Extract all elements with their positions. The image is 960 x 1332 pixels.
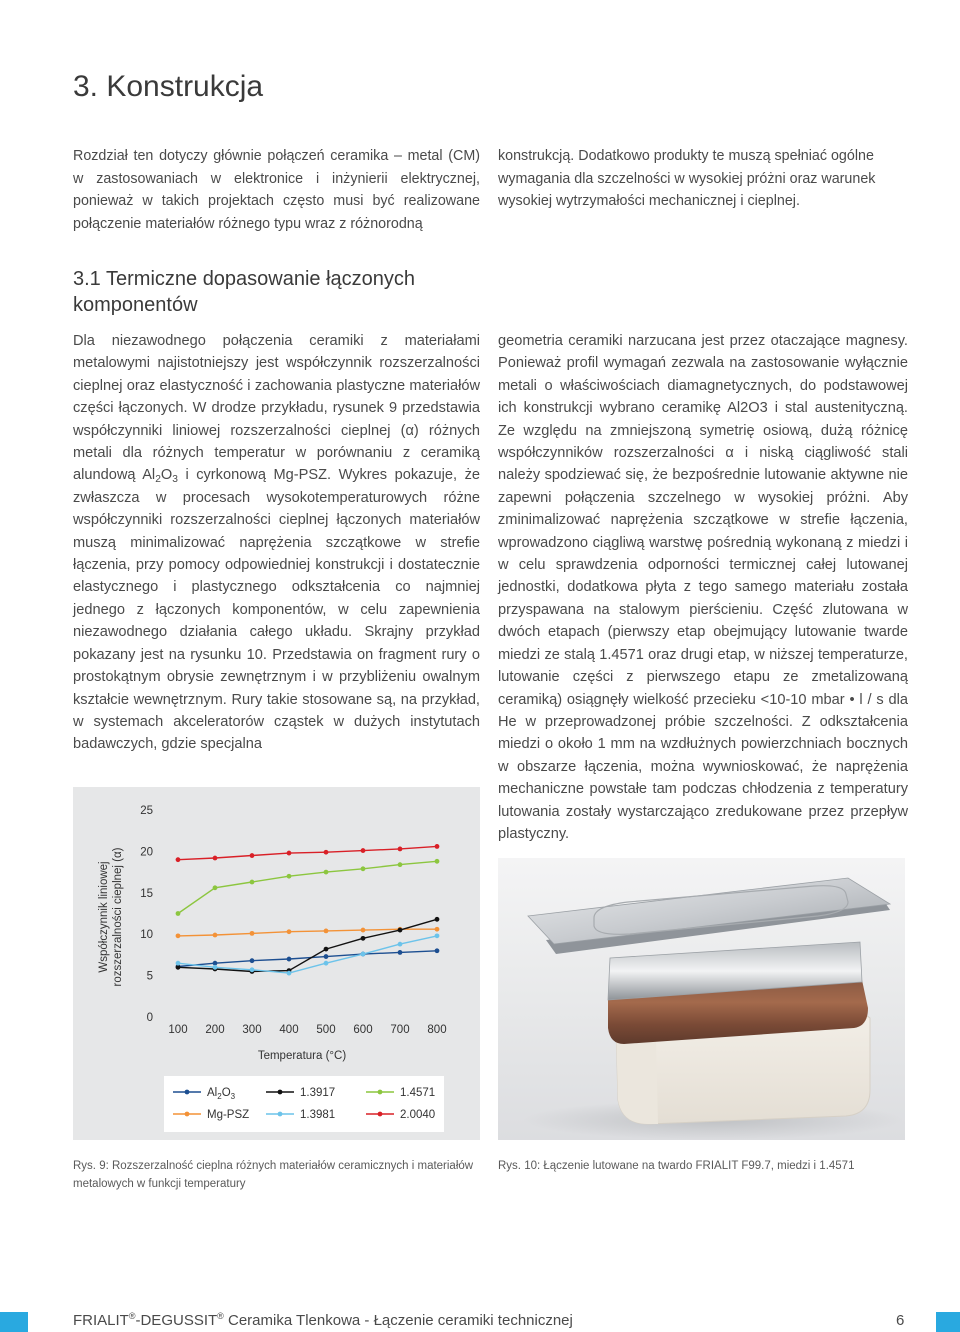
body-left [73, 330, 480, 756]
series-3-point-0 [176, 961, 181, 966]
series-5-point-2 [250, 853, 255, 858]
series-4-point-2 [250, 880, 255, 885]
series-4-point-4 [324, 870, 329, 875]
series-5-point-3 [287, 851, 292, 856]
x-tick-label-600: 600 [353, 1024, 373, 1036]
legend-marker-4 [378, 1090, 383, 1095]
series-3-point-5 [361, 952, 366, 957]
legend-label-mid: O [221, 1087, 231, 1099]
body-left-part1: Dla niezawodnego połączenia ceramiki z materiałami metalowymi najistotniejszy jest współczynnik rozszerzalności cieplnej oraz elastyczność i zachowania plastyczne materiałów części łączonych. W drodze przykładu, rysunek 9 przedstawia współczynniki liniowej rozszerzalności cieplnej (α) różnych metali dla różnych temperatur w porównaniu z ceramiką alundową [73, 333, 480, 484]
series-4-point-7 [435, 859, 440, 864]
footer-subtitle: Ceramika Tlenkowa - Łączenie ceramiki technicznej [223, 1312, 573, 1329]
legend-label-5: 2.0040 [400, 1109, 436, 1121]
x-tick-label-800: 800 [427, 1024, 447, 1036]
footer-brand-degussit: -DEGUSSIT [135, 1312, 218, 1329]
x-tick-label-700: 700 [390, 1024, 410, 1036]
series-5-point-7 [435, 844, 440, 849]
legend-label-2: 1.3917 [300, 1087, 336, 1099]
y-tick-label-25: 25 [140, 805, 153, 817]
legend-label-base: Al [207, 1087, 218, 1099]
x-tick-label-200: 200 [205, 1024, 225, 1036]
y-tick-label-10: 10 [140, 929, 153, 942]
legend-marker-3 [278, 1112, 283, 1117]
legend-marker-1 [185, 1112, 190, 1117]
intro-right [498, 145, 908, 213]
brazed-joint-illustration [498, 858, 905, 1140]
y-tick-label-20: 20 [140, 846, 153, 859]
intro-left-text: Rozdział ten dotyczy głównie połączeń ceramika – metal (CM) w zastosowaniach w elektronice i inżynierii elektrycznej, ponieważ w takich projektach często musi być realizowane połączenie materiałów różnego typu wraz z różnorodną [73, 148, 480, 232]
x-tick-label-300: 300 [242, 1024, 262, 1036]
series-2-point-7 [435, 917, 440, 922]
footer-title [73, 1312, 573, 1329]
body-left-part2: i cyrkonową Mg-PSZ. Wykres pokazuje, że zwłaszcza w procesach wysokotemperaturowych różne współczynniki rozszerzalności cieplnej łączonych materiałów muszą minimalizować naprężenia szczątkowe w strefie łączenia, przy pomocy odpowiedniej konstrukcji i dostatecznie elastycznego i plastycznego odkształcenia co najmniej jednego z łączonych komponentów, w celu zapewnienia niezawodnego działania całego układu. Skrajny przykład pokazany jest na rysunku 10. Przedstawia on fragment rury o prostokątnym obrysie zewnętrznym i w przybliżeniu owalnym kształcie wewnętrznym. Rury takie stosowane są, na przykład, w systemach akceleratorów cząstek w dużych instytutach badawczych, gdzie specjalna [73, 467, 481, 753]
footer-reg-mark-2: ® [217, 1311, 224, 1321]
y-axis-label-line1: Współczynnik liniowej [98, 861, 110, 973]
series-2-point-0 [176, 965, 181, 970]
series-2-point-6 [398, 928, 403, 933]
legend-marker-2 [278, 1090, 283, 1095]
series-3-point-7 [435, 933, 440, 938]
page-number: 6 [896, 1312, 905, 1329]
series-1-point-5 [361, 928, 366, 933]
formula-sub-2: 2 [155, 474, 161, 486]
series-0-point-3 [287, 957, 292, 962]
series-0-point-6 [398, 950, 403, 955]
series-1-point-2 [250, 931, 255, 936]
series-3-point-6 [398, 942, 403, 947]
series-5-point-5 [361, 848, 366, 853]
x-axis-label: Temperatura (°C) [257, 1050, 347, 1062]
formula-o: O [160, 467, 173, 484]
figure-10-photo [498, 858, 905, 1140]
footer-brand-frialit: FRIALIT [73, 1312, 129, 1329]
legend-box [164, 1076, 444, 1132]
series-0-point-1 [213, 961, 218, 966]
series-2-point-4 [324, 947, 329, 952]
caption-figure-10 [498, 1157, 908, 1175]
series-1-point-0 [176, 933, 181, 938]
thermal-expansion-chart [73, 787, 480, 1140]
y-tick-label-15: 15 [140, 887, 153, 900]
series-0-point-2 [250, 958, 255, 963]
section-title: 3.1 Termiczne dopasowanie łączonych komponentów [73, 268, 416, 316]
series-0-point-7 [435, 948, 440, 953]
series-5-point-0 [176, 857, 181, 862]
x-tick-label-400: 400 [279, 1024, 299, 1036]
series-1-point-1 [213, 933, 218, 938]
series-4-point-0 [176, 911, 181, 916]
legend-label-4: 1.4571 [400, 1087, 436, 1099]
series-1-point-4 [324, 928, 329, 933]
series-2-point-5 [361, 936, 366, 941]
series-4-point-3 [287, 874, 292, 879]
legend-label-sub1: 2 [217, 1092, 222, 1101]
series-5-point-6 [398, 847, 403, 852]
series-4-point-6 [398, 862, 403, 867]
legend-label-1: Mg-PSZ [207, 1109, 250, 1121]
caption-figure-10-text: Rys. 10: Łączenie lutowane na twardo FRIALIT F99.7, miedzi i 1.4571 [498, 1160, 855, 1172]
legend-label-sub2: 3 [230, 1092, 236, 1101]
formula-sub-3: 3 [172, 474, 178, 486]
y-axis-label-line2: rozszerzalności cieplnej (α) [112, 847, 124, 987]
body-right-text: geometria ceramiki narzucana jest przez otaczające magnesy. Ponieważ profil wymagań zezwala na zastosowanie wyłącznie metali o właściwościach diamagnetycznych, do podstawowej ich konstrukcji wybrano ceramikę Al2O3 i stal austenityczną. Ze względu na zmniejszoną symetrię osiową, dużą różnicę współczynników rozszerzalności α i niską ciągliwość stali należy spodziewać się, że bezpośrednie lutowanie aktywne nie zapewni połączenia szczelnego w wysokiej próżni. Aby zminimalizować naprężenia szczątkowe w strefie łączenia, wprowadzono ciągliwą warstwę pośrednią wykonaną z miedzi i w celu sprawdzenia odporności termicznej całej lutowanej jednostki, dodatkowa płyta z tego samego materiału została przyspawana na stalowym pierścieniu. Część zlutowana w dwóch etapach (pierwszy etap obejmujący lutowanie twarde miedzi ze stalą 1.4571 oraz drugi etap, w niższej temperaturze, lutowanie części z pierwszego etapu ze zmetalizowaną ceramiką) osiągnęły wielkość przecieku <10-10 mbar • l / s dla He w przeprowadzonej próbie szczelności. Z odkształcenia miedzi o około 1 mm na wzdłużnych powierzchniach bocznych w obszarze łączenia, można wywnioskować, że naprężenia mechaniczne powstałe tam podczas chłodzenia z temperatury lutowania zostały wystarczająco zredukowane przez przepływ plastyczny. [498, 333, 908, 842]
x-tick-label-500: 500 [316, 1024, 336, 1036]
caption-figure-9-text: Rys. 9: Rozszerzalność cieplna różnych materiałów ceramicznych i materiałów metalowych w funkcji temperatury [73, 1160, 474, 1190]
legend-marker-5 [378, 1112, 383, 1117]
x-tick-label-100: 100 [168, 1024, 188, 1036]
intro-left [73, 145, 480, 235]
y-tick-label-0: 0 [146, 1012, 153, 1024]
series-3-point-1 [213, 965, 218, 970]
legend-label-3: 1.3981 [300, 1109, 336, 1121]
figure-9-chart [73, 787, 480, 1140]
series-0-point-4 [324, 954, 329, 959]
y-tick-label-5: 5 [146, 970, 153, 983]
intro-right-text: konstrukcją. Dodatkowo produkty te muszą spełniać ogólne wymagania dla szczelności w wysokiej próżni oraz warunek wysokiej wytrzymałości mechanicznej i cieplnej. [498, 148, 876, 209]
footer-reg-mark-1: ® [128, 1311, 136, 1321]
series-3-point-4 [324, 961, 329, 966]
series-5-point-4 [324, 850, 329, 855]
series-3-point-2 [250, 967, 255, 972]
page-title: 3. Konstrukcja [73, 70, 264, 103]
series-4-point-5 [361, 866, 366, 871]
series-1-point-3 [287, 929, 292, 934]
series-1-point-7 [435, 927, 440, 932]
formula-al: Al [142, 467, 156, 484]
body-right [498, 330, 908, 845]
series-5-point-1 [213, 856, 218, 861]
series-3-point-3 [287, 971, 292, 976]
caption-figure-9 [73, 1157, 480, 1193]
footer-accent-right [936, 1312, 960, 1332]
series-4-point-1 [213, 885, 218, 890]
footer-accent-left [0, 1312, 28, 1332]
legend-marker-0 [185, 1090, 190, 1095]
